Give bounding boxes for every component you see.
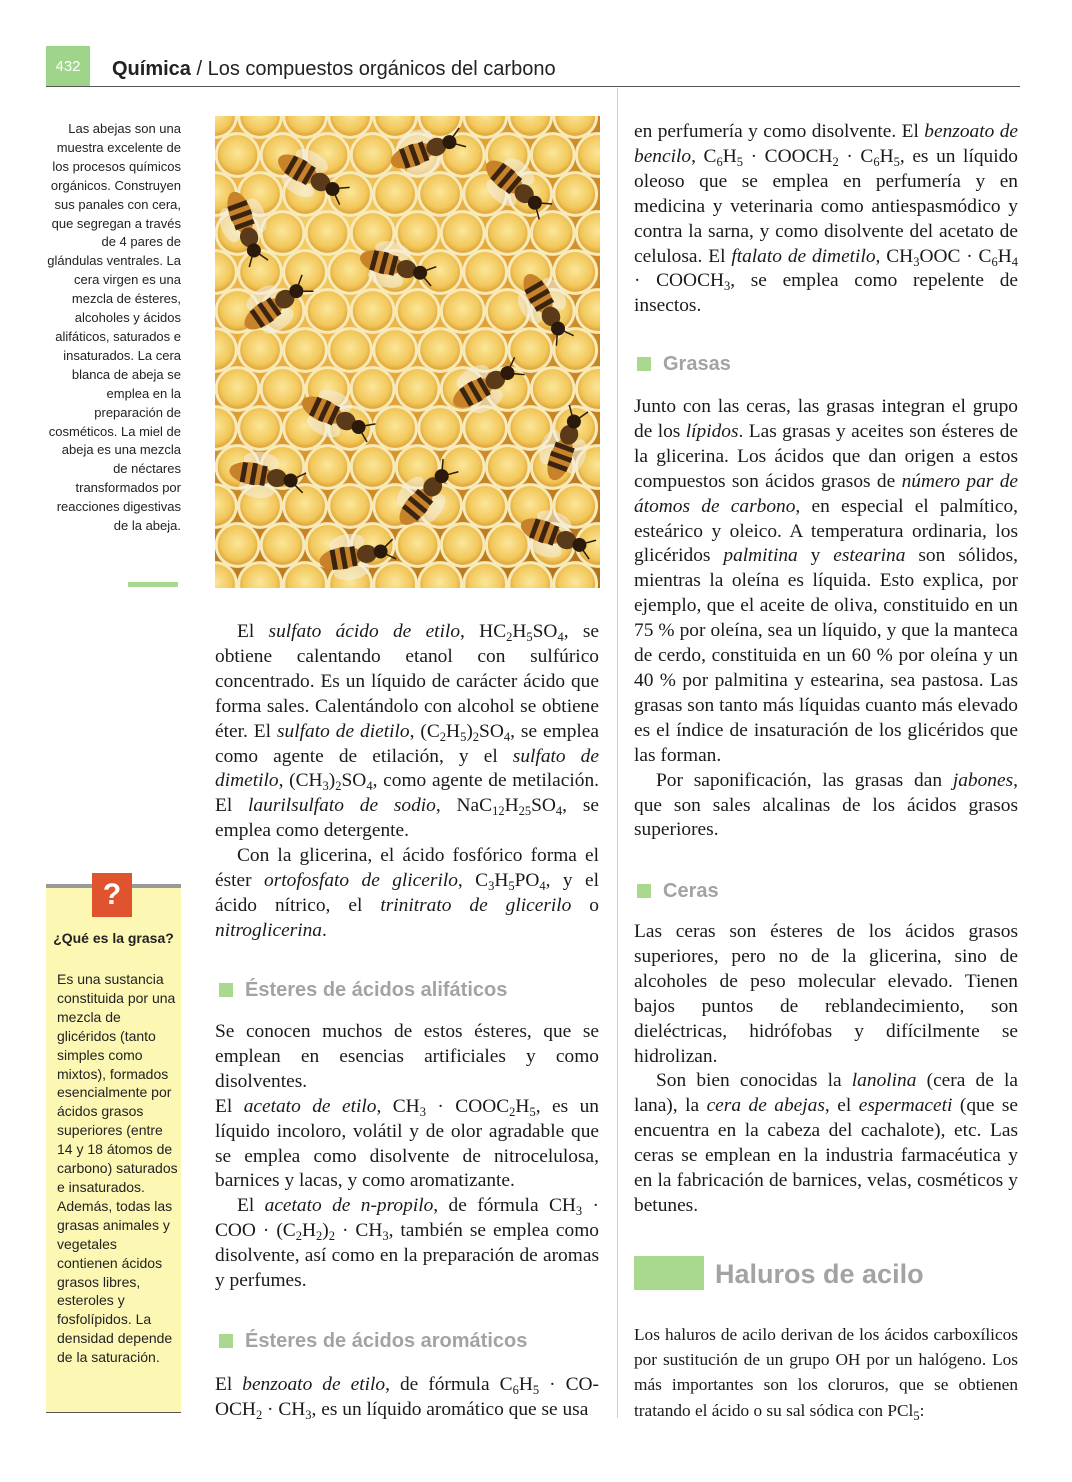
honeycomb-cell: [441, 290, 484, 333]
honeycomb-cell: [396, 524, 439, 567]
honeycomb-cell: [215, 329, 236, 372]
paragraph-benzoato-etilo: El benzoato de etilo, de fórmula $C_6H_5 \cdot CO-OCH_2 \cdot CH_3$, es un líquido aromático que se usa: [215, 1374, 599, 1422]
paragraph-grasas: Junto con las ceras, las grasas integran el grupo de los lípidos. Las grasas y aceites son ésteres de la glicerina. Los ácidos que dan origen a estos compuestos son ácidos grasos de número par de átomos de carbono, en especial el palmítico, esteárico y oleico. A temperatura ordinaria, los glicéridos palmitina y estearina son sólidos, mientras la oleína es líquida. Esto explica, por ejemplo, que el aceite de oliva, constituido en un 75 % por oleína, sea un líquido, y que la manteca de cerdo, constituida en un 60 % por oleína y un 40 % por palmitina y estearina, sea pastosa. Las grasas son tanto más líquidas cuanto más elevado es el índice de insaturación de los glicéridos que las forman.: [634, 396, 1019, 766]
honeycomb-cell: [419, 407, 462, 450]
honeycomb-cell: [306, 212, 349, 255]
section-heading-grasas: Grasas: [637, 353, 731, 376]
honeycomb-cell: [441, 446, 484, 489]
honeycomb-cell: [216, 524, 259, 567]
honeycomb-cell: [464, 329, 507, 372]
paragraph-sulfato: El sulfato ácido de etilo, $HC_2H_5SO_4$, se obtiene calentando etanol con sulfúrico concentrado. Es un líquido de carácter ácido que forma sales. Calentándolo con alcohol se obtiene éter. El sulfato de dietilo, $(C_2H_5)_2SO_4$, se emplea como agente de etilación, y el sulfato de dimetilo, $(CH_3)_2SO_4$, como agente de metilación. El laurilsulfato de sodio, $NaC_{12}H_{25}SO_4$, se emplea como detergente.: [215, 621, 599, 842]
honeycomb-cell: [441, 212, 484, 255]
header-separator: /: [190, 58, 208, 80]
honeycomb-cell: [374, 407, 417, 450]
honeycomb-cell: [419, 173, 462, 216]
honeycomb-cell: [306, 446, 349, 489]
question-body: Es una sustancia constituida por una mezcla de glicéridos (tanto simples como mixtos), formados esencialmente por ácidos grasos superiores (entre 14 y 18 átomos de carbono) saturados e insaturados. Además, todas las grasas animales y vegetales contienen ácidos grasos libres, esteroles y fosfolípidos. La densidad depende de la saturación.: [57, 971, 178, 1366]
section-marker: [219, 983, 233, 997]
section-marker: [637, 884, 651, 898]
paragraph-esteres-intro: Se conocen muchos de estos ésteres, que se emplean en esencias artificiales y como disolventes.: [215, 1021, 599, 1092]
column-left-bottom: [215, 1373, 599, 1423]
bees-honeycomb-illustration: [215, 116, 600, 588]
honeycomb-cell: [329, 329, 372, 372]
question-title: ¿Qué es la grasa?: [53, 930, 174, 946]
honeycomb-cell: [215, 485, 236, 528]
major-section-marker: [634, 1256, 704, 1290]
honeycomb-cell: [486, 446, 529, 489]
column-right-ceras: [634, 920, 1018, 1219]
honeycomb-cell: [284, 485, 327, 528]
honeycomb-cell: [464, 251, 507, 294]
honeycomb-cell: [329, 485, 372, 528]
header-rule: [46, 86, 1020, 87]
honeycomb-cell: [576, 290, 600, 333]
question-box-bottom-rule: [46, 1412, 181, 1413]
honeycomb-cell: [576, 134, 600, 177]
paragraph-ceras: Las ceras son ésteres de los ácidos grasos superiores, pero no de la glicerina, sino de alcoholes de peso molecular elevado. Tienen bajos puntos de reblandecimiento, son dieléctricas, hidrófobas y difícilmente se hidrolizan.: [634, 921, 1018, 1067]
paragraph-acetato-propilo: El acetato de n-propilo, de fórmula $CH_3$ · COO · $(C_2H_2)_2 \cdot CH_3$, también se emplea como disolvente, así como en la preparación de aromas y perfumes.: [215, 1195, 600, 1292]
paragraph-lanolina: Son bien conocidas la lanolina (cera de la lana), la cera de abejas, el espermaceti (que se encuentra en la cabeza del cachalote), etc. Las ceras se emplean en la industria farmacéutica y en la fabricación de barnices, velas, cosméticos y betunes.: [634, 1070, 1018, 1216]
honeycomb-cell: [215, 407, 236, 450]
honeycomb-cell: [216, 134, 259, 177]
paragraph-saponificacion: Por saponificación, las grasas dan jabones, que son sales alcalinas de los ácidos grasos superiores.: [634, 769, 1018, 841]
column-right-top: [634, 120, 1018, 319]
paragraph-haluros: Los haluros de acilo derivan de los ácidos carboxílicos por sustitución de un grupo OH por un halógeno. Los más importantes son los cloruros, que se obtienen tratando el ácido o su sal sódica con PCl$_5$:: [634, 1325, 1018, 1423]
honeycomb-cell: [351, 290, 394, 333]
column-left-top: [215, 620, 599, 944]
honeycomb-cell: [509, 329, 552, 372]
bees-honeycomb-photo: [215, 116, 600, 588]
honeycomb-cell: [351, 368, 394, 411]
column-divider: [617, 88, 618, 1418]
honeycomb-cell: [261, 212, 304, 255]
section-heading-esteres-aromaticos: Ésteres de ácidos aromáticos: [219, 1330, 527, 1353]
honeycomb-cell: [351, 446, 394, 489]
honeycomb-cell: [306, 290, 349, 333]
honeycomb-cell: [239, 329, 282, 372]
honeycomb-cell: [215, 251, 236, 294]
column-right-grasas: [634, 395, 1018, 843]
running-header: [112, 58, 556, 81]
section-heading-haluros: Haluros de acilo: [715, 1259, 924, 1289]
paragraph-benzoato-bencilo: en perfumería y como disolvente. El benzoato de bencilo, $C_6H_5$ · $COOCH_2 \cdot C_6H_5$, es un líquido oleoso que se emplea en perfumería y en medicina y veterinaria como antiespasmódico y contra la sarna, y como disolvente del acetato de celulosa. El ftalato de dimetilo, $CH_3OOC \cdot C_6H_4$ · $COOCH_3$, se emplea como repelente de insectos.: [634, 121, 1018, 317]
honeycomb-cell: [284, 329, 327, 372]
honeycomb-cell: [396, 290, 439, 333]
section-heading-esteres-alifaticos: Ésteres de ácidos alifáticos: [219, 979, 507, 1002]
section-marker: [637, 357, 651, 371]
honeycomb-cell: [261, 368, 304, 411]
photo-caption: Las abejas son una muestra excelente de los procesos químicos orgánicos. Construyen sus panales con cera, que segregan a través de 4 pares de glándulas ventrales. La cera virgen es una mezcla de ésteres, alcoholes y ácidos alifáticos, saturados e insaturados. La cera blanca de abeja se emplea en la preparación de cosméticos. La miel de abeja es una mezcla de néctares transformados por reacciones digestivas de la abeja.: [47, 121, 181, 534]
paragraph-acetato-etilo: El acetato de etilo, $CH_3$ · $COOC_2H_5$, es un líquido incoloro, volátil y de olor agradable que se emplea como disolvente de nitrocelulosa, barnices y lacas, y como aromatizante.: [215, 1095, 599, 1192]
section-heading-ceras: Ceras: [637, 880, 719, 903]
honeycomb-cell: [554, 173, 597, 216]
honeycomb-cell: [531, 368, 574, 411]
honeycomb-cell: [486, 212, 529, 255]
page-number: 432: [46, 46, 90, 86]
honeycomb-cell: [464, 407, 507, 450]
honeycomb-cell: [441, 524, 484, 567]
question-icon: ?: [92, 873, 132, 917]
section-marker: [219, 1334, 233, 1348]
header-subject: Química: [112, 58, 191, 80]
honeycomb-cell: [531, 134, 574, 177]
honeycomb-cell: [216, 368, 259, 411]
honeycomb-cell: [239, 407, 282, 450]
honeycomb-cell: [261, 524, 304, 567]
honeycomb-cell: [374, 173, 417, 216]
honeycomb-cell: [576, 212, 600, 255]
honeycomb-cell: [464, 485, 507, 528]
honeycomb-cell: [531, 212, 574, 255]
caption-end-mark: [128, 582, 178, 587]
column-right-haluros: [634, 1322, 1018, 1423]
honeycomb-cell: [284, 251, 327, 294]
column-left-middle: [215, 1020, 599, 1294]
honeycomb-cell: [374, 329, 417, 372]
honeycomb-cell: [576, 368, 600, 411]
header-chapter: Los compuestos orgánicos del carbono: [207, 58, 556, 80]
paragraph-glicerina: Con la glicerina, el ácido fosfórico forma el éster ortofosfato de glicerilo, $C_3H_5PO_4$, y el ácido nítrico, el trinitrato de glicerilo o nitroglicerina.: [215, 845, 599, 941]
honeycomb-cell: [351, 134, 394, 177]
honeycomb-cell: [396, 368, 439, 411]
honeycomb-cell: [419, 329, 462, 372]
